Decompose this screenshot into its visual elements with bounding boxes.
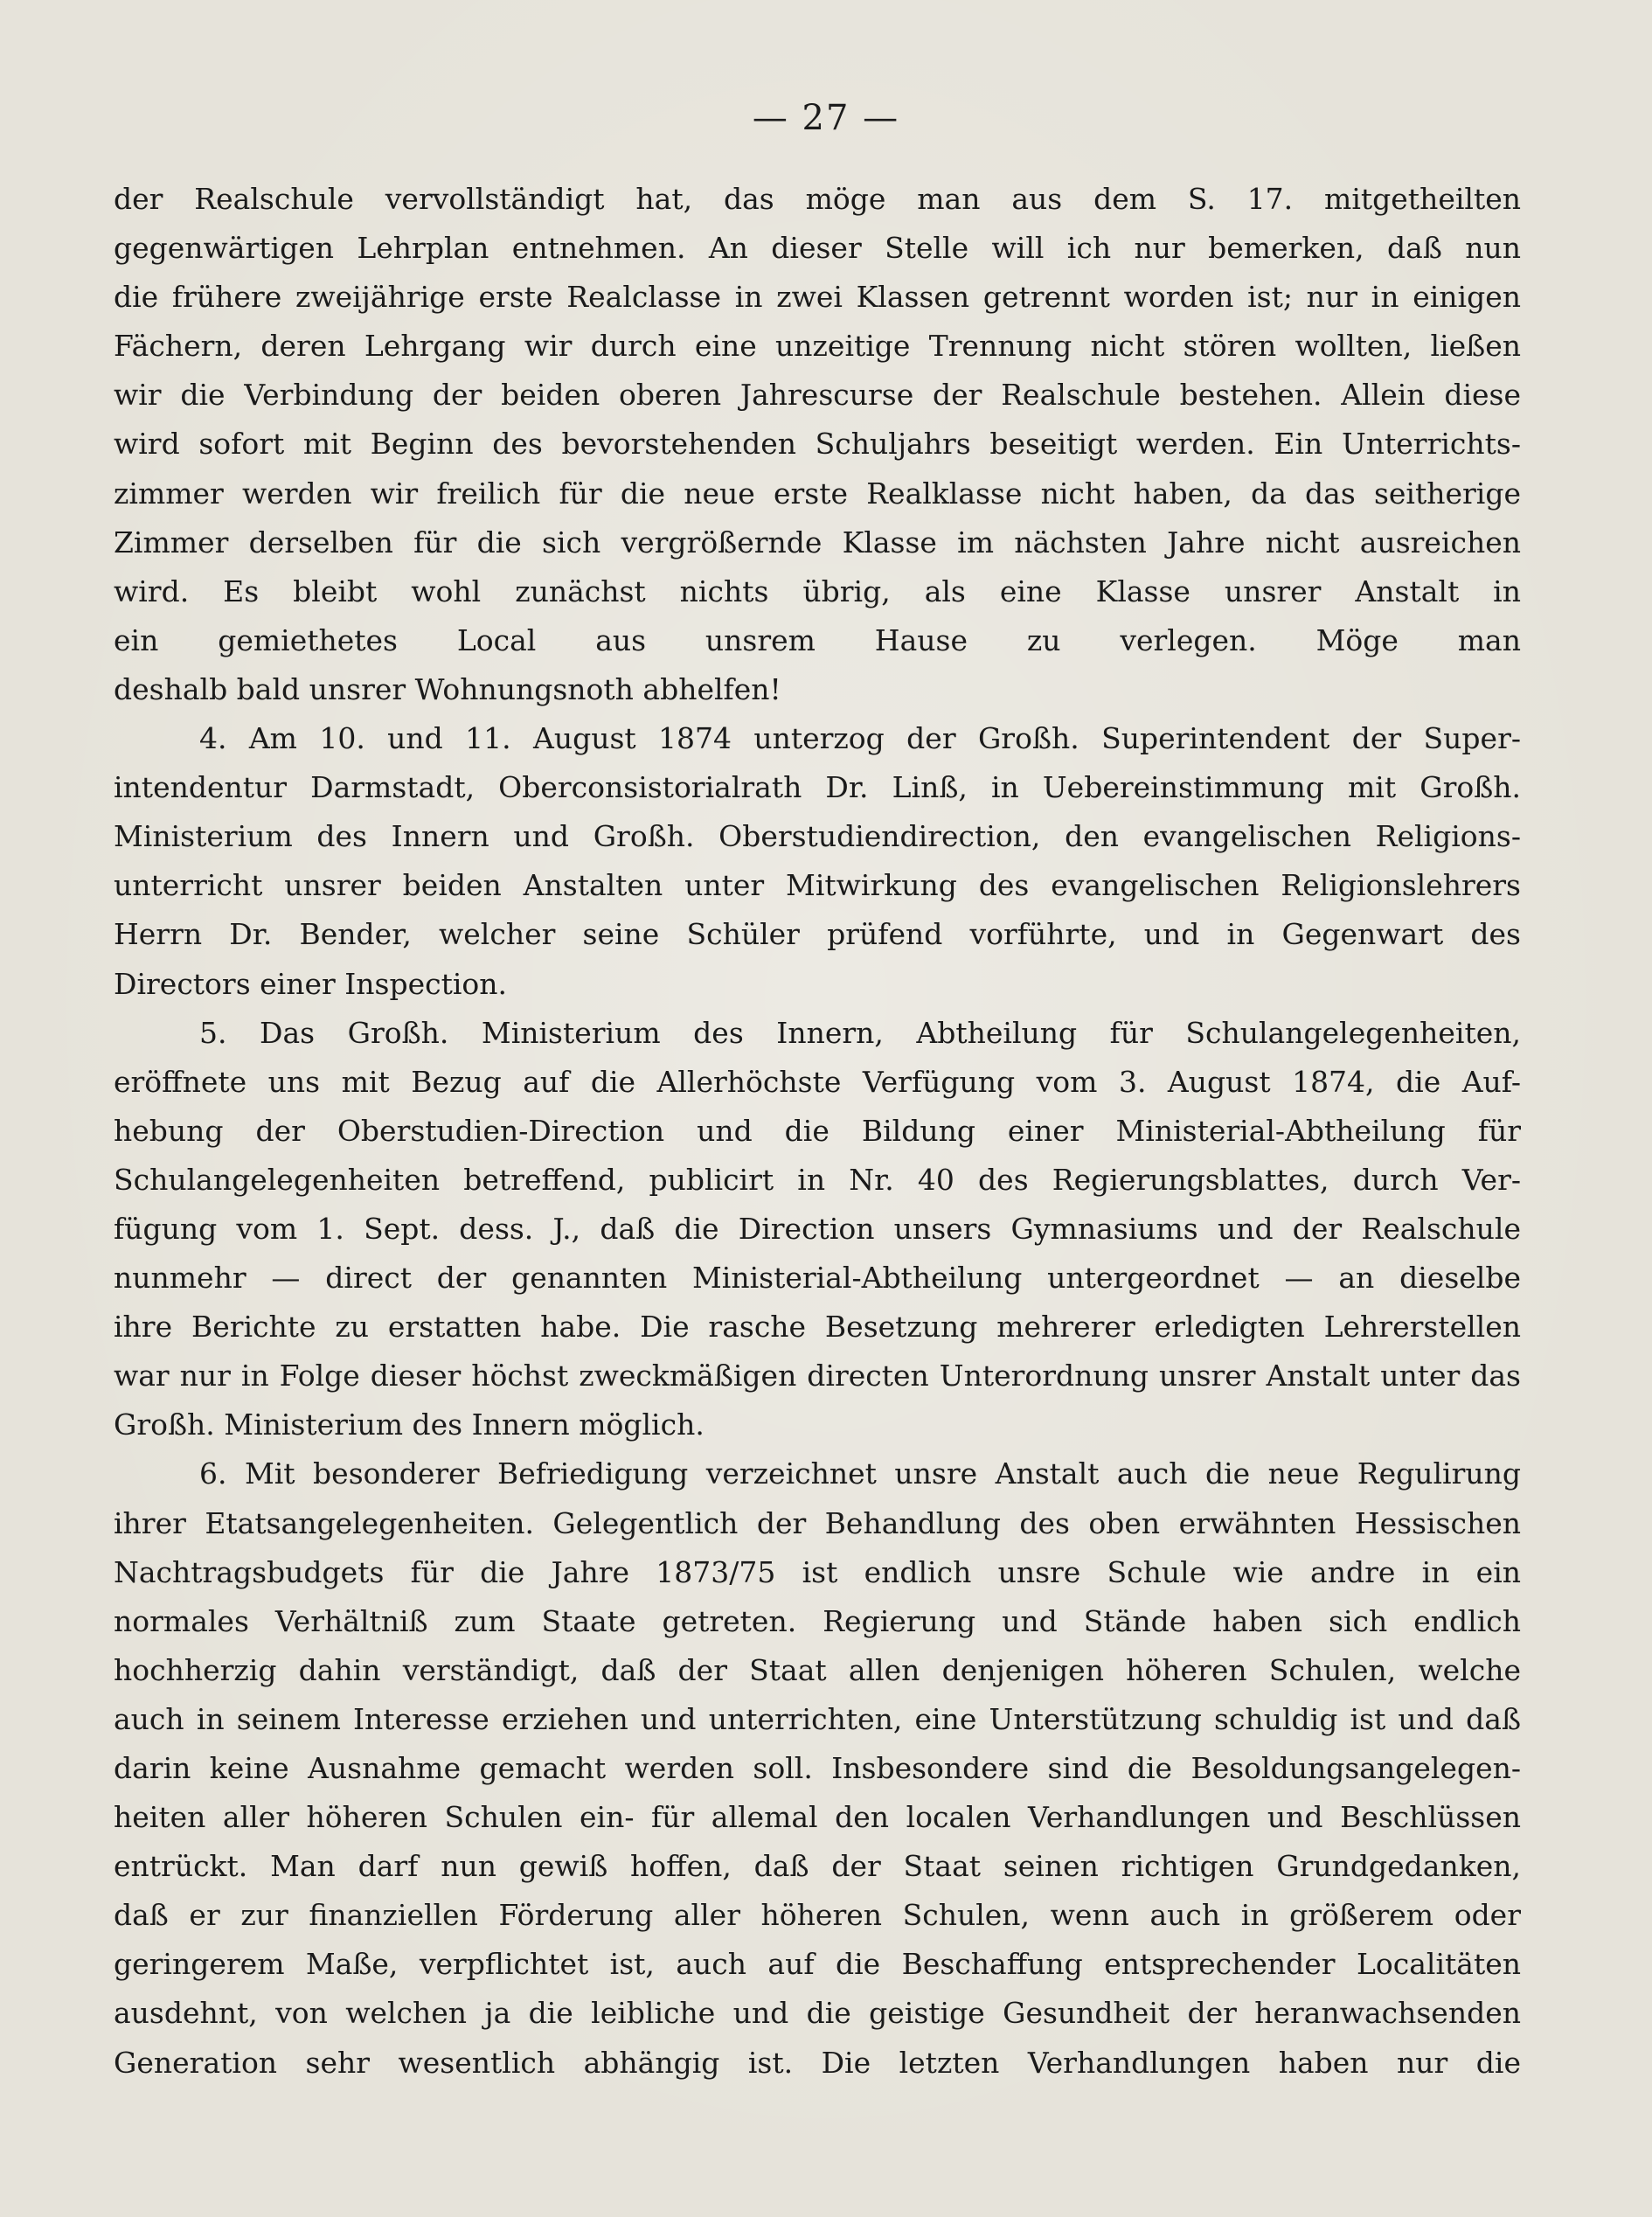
text-line: ein gemiethetes Local aus unsrem Hause zu verlegen. Möge man xyxy=(114,622,1521,657)
page-number: — 27 — xyxy=(752,98,900,138)
text-line: auch in seinem Interesse erziehen und unterrichten, eine Unterstützung schuldig ist und daß xyxy=(114,1701,1521,1736)
text-line: daß er zur finanziellen Förderung aller höheren Schulen, wenn auch in größerem oder xyxy=(114,1898,1521,1933)
text-line: normales Verhältniß zum Staate getreten. Regierung und Stände haben sich endlich xyxy=(114,1603,1521,1638)
text-line: Schulangelegenheiten betreffend, publicirt in Nr. 40 des Regierungsblattes, durch Ver- xyxy=(114,1162,1521,1197)
text-line: darin keine Ausnahme gemacht werden soll. Insbesondere sind die Besoldungsangelegen- xyxy=(114,1751,1521,1785)
text-line: Ministerium des Innern und Großh. Oberstudiendirection, den evangelischen Religions- xyxy=(114,819,1521,854)
text-line: Directors einer Inspection. xyxy=(114,966,508,1001)
text-line: 5. Das Großh. Ministerium des Innern, Abtheilung für Schulangelegenheiten, xyxy=(199,1015,1521,1050)
text-line: hochherzig dahin verständigt, daß der Staat allen denjenigen höheren Schulen, welche xyxy=(114,1652,1521,1687)
text-line: die frühere zweijährige erste Realclasse in zwei Klassen getrennt worden ist; nur in einigen xyxy=(114,280,1521,315)
text-line: deshalb bald unsrer Wohnungsnoth abhelfen! xyxy=(114,671,781,706)
text-line: unterricht unsrer beiden Anstalten unter Mitwirkung des evangelischen Religionslehrers xyxy=(114,868,1521,903)
text-line: zimmer werden wir freilich für die neue erste Realklasse nicht haben, da das seitherige xyxy=(114,476,1521,511)
text-line: hebung der Oberstudien-Direction und die Bildung einer Ministerial-Abtheilung für xyxy=(114,1113,1521,1148)
text-line: ihrer Etatsangelegenheiten. Gelegentlich der Behandlung des oben erwähnten Hessischen xyxy=(114,1505,1521,1540)
text-line: gegenwärtigen Lehrplan entnehmen. An dieser Stelle will ich nur bemerken, daß nun xyxy=(114,231,1521,266)
text-line: geringerem Maße, verpflichtet ist, auch auf die Beschaffung entsprechender Localitäten xyxy=(114,1947,1521,1982)
text-line: fügung vom 1. Sept. dess. J., daß die Direction unsers Gymnasiums und der Realschule xyxy=(114,1211,1521,1246)
text-line: Generation sehr wesentlich abhängig ist. Die letzten Verhandlungen haben nur die xyxy=(114,2045,1521,2080)
text-line: Nachtragsbudgets für die Jahre 1873/75 ist endlich unsre Schule wie andre in ein xyxy=(114,1554,1521,1589)
text-line: war nur in Folge dieser höchst zweckmäßigen directen Unterordnung unsrer Anstalt unter das xyxy=(114,1359,1521,1393)
text-line: ihre Berichte zu erstatten habe. Die rasche Besetzung mehrerer erledigten Lehrerstellen xyxy=(114,1310,1521,1345)
text-line: wird. Es bleibt wohl zunächst nichts übrig, als eine Klasse unsrer Anstalt in xyxy=(114,573,1521,608)
text-line: wird sofort mit Beginn des bevorstehenden Schuljahrs beseitigt werden. Ein Unterrichts- xyxy=(114,427,1521,462)
text-line: nunmehr — direct der genannten Ministerial-Abtheilung untergeordnet — an dieselbe xyxy=(114,1261,1521,1296)
text-line: wir die Verbindung der beiden oberen Jahrescurse der Realschule bestehen. Allein diese xyxy=(114,378,1521,413)
text-line: 6. Mit besonderer Befriedigung verzeichnet unsre Anstalt auch die neue Regulirung xyxy=(199,1456,1521,1491)
text-line: entrückt. Man darf nun gewiß hoffen, daß der Staat seinen richtigen Grundgedanken, xyxy=(114,1849,1521,1884)
text-line: Zimmer derselben für die sich vergrößernde Klasse im nächsten Jahre nicht ausreichen xyxy=(114,525,1521,559)
text-line: 4. Am 10. und 11. August 1874 unterzog der Großh. Superintendent der Super- xyxy=(199,721,1521,756)
text-line: Großh. Ministerium des Innern möglich. xyxy=(114,1407,705,1442)
text-line: Herrn Dr. Bender, welcher seine Schüler prüfend vorführte, und in Gegenwart des xyxy=(114,917,1521,952)
text-line: eröffnete uns mit Bezug auf die Allerhöchste Verfügung vom 3. August 1874, die Auf- xyxy=(114,1064,1521,1099)
text-line: heiten aller höheren Schulen ein- für allemal den localen Verhandlungen und Beschlüssen xyxy=(114,1800,1521,1835)
text-line: der Realschule vervollständigt hat, das möge man aus dem S. 17. mitgetheilten xyxy=(114,182,1521,216)
body-text xyxy=(114,175,1521,2088)
text-line: ausdehnt, von welchen ja die leibliche und die geistige Gesundheit der heranwachsenden xyxy=(114,1996,1521,2031)
text-line: intendentur Darmstadt, Oberconsistorialrath Dr. Linß, in Uebereinstimmung mit Großh. xyxy=(114,770,1521,805)
text-line: Fächern, deren Lehrgang wir durch eine unzeitige Trennung nicht stören wollten, ließen xyxy=(114,329,1521,364)
